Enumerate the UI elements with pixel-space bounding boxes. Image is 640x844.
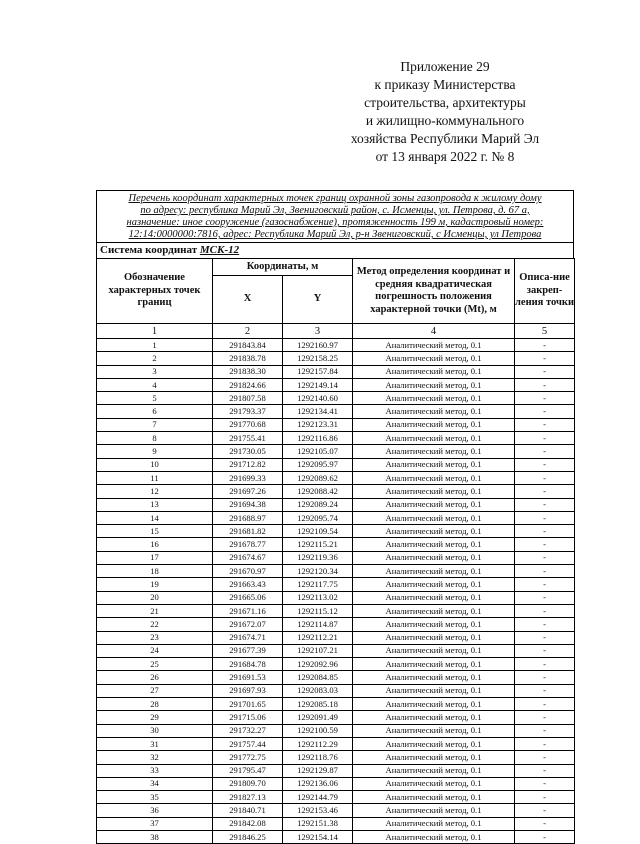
point-number: 28: [97, 698, 213, 711]
x-coordinate: 291842.08: [213, 817, 283, 830]
y-coordinate: 1292085.18: [283, 698, 353, 711]
point-number: 12: [97, 485, 213, 498]
y-coordinate: 1292154.14: [283, 830, 353, 843]
x-coordinate: 291665.06: [213, 591, 283, 604]
coordinates-sheet: [96, 190, 574, 844]
method: Аналитический метод, 0.1: [353, 618, 515, 631]
y-coordinate: 1292115.12: [283, 604, 353, 617]
y-coordinate: 1292100.59: [283, 724, 353, 737]
method: Аналитический метод, 0.1: [353, 418, 515, 431]
table-row: [97, 565, 575, 578]
point-description: -: [515, 392, 575, 405]
x-coordinate: 291688.97: [213, 511, 283, 524]
point-number: 30: [97, 724, 213, 737]
header-y: Y: [283, 276, 353, 324]
method: Аналитический метод, 0.1: [353, 777, 515, 790]
x-coordinate: 291694.38: [213, 498, 283, 511]
point-number: 27: [97, 684, 213, 697]
point-description: -: [515, 352, 575, 365]
method: Аналитический метод, 0.1: [353, 551, 515, 564]
appendix-line: строительства, архитектуры: [364, 95, 526, 110]
x-coordinate: 291699.33: [213, 471, 283, 484]
intro-line: 12:14:0000000:7816, адрес: Республика Марий Эл, р-н Звениговский, с Исменцы, ул Петрова: [128, 229, 542, 240]
table-row: [97, 445, 575, 458]
point-description: -: [515, 485, 575, 498]
y-coordinate: 1292092.96: [283, 658, 353, 671]
method: Аналитический метод, 0.1: [353, 817, 515, 830]
point-number: 37: [97, 817, 213, 830]
y-coordinate: 1292089.62: [283, 471, 353, 484]
y-coordinate: 1292105.07: [283, 445, 353, 458]
point-number: 32: [97, 751, 213, 764]
table-row: [97, 418, 575, 431]
y-coordinate: 1292115.21: [283, 538, 353, 551]
point-number: 8: [97, 432, 213, 445]
table-row: [97, 777, 575, 790]
x-coordinate: 291730.05: [213, 445, 283, 458]
point-number: 35: [97, 791, 213, 804]
y-coordinate: 1292113.02: [283, 591, 353, 604]
point-description: -: [515, 830, 575, 843]
y-coordinate: 1292153.46: [283, 804, 353, 817]
column-number: 1: [97, 324, 213, 339]
point-description: -: [515, 458, 575, 471]
method: Аналитический метод, 0.1: [353, 525, 515, 538]
point-number: 15: [97, 525, 213, 538]
coordinate-system-value: МСК-12: [199, 244, 240, 256]
table-row: [97, 737, 575, 750]
table-row: [97, 830, 575, 843]
x-coordinate: 291807.58: [213, 392, 283, 405]
x-coordinate: 291671.16: [213, 604, 283, 617]
point-number: 2: [97, 352, 213, 365]
point-description: -: [515, 445, 575, 458]
x-coordinate: 291838.78: [213, 352, 283, 365]
table-row: [97, 618, 575, 631]
y-coordinate: 1292129.87: [283, 764, 353, 777]
y-coordinate: 1292088.42: [283, 485, 353, 498]
point-number: 22: [97, 618, 213, 631]
method: Аналитический метод, 0.1: [353, 458, 515, 471]
method: Аналитический метод, 0.1: [353, 684, 515, 697]
point-description: -: [515, 538, 575, 551]
x-coordinate: 291701.65: [213, 698, 283, 711]
method: Аналитический метод, 0.1: [353, 511, 515, 524]
header-coordinates: Координаты, м: [213, 259, 353, 276]
y-coordinate: 1292160.97: [283, 339, 353, 352]
point-number: 5: [97, 392, 213, 405]
table-row: [97, 764, 575, 777]
point-description: -: [515, 658, 575, 671]
table-row: [97, 551, 575, 564]
table-row: [97, 631, 575, 644]
method: Аналитический метод, 0.1: [353, 339, 515, 352]
y-coordinate: 1292095.74: [283, 511, 353, 524]
table-body: [97, 324, 575, 844]
table-row: [97, 458, 575, 471]
point-number: 20: [97, 591, 213, 604]
x-coordinate: 291663.43: [213, 578, 283, 591]
intro-line: Перечень координат характерных точек границ охранной зоны газопровода к жилому дому: [128, 193, 542, 204]
y-coordinate: 1292089.24: [283, 498, 353, 511]
table-row: [97, 432, 575, 445]
x-coordinate: 291732.27: [213, 724, 283, 737]
table-row: [97, 405, 575, 418]
appendix-line: Приложение 29: [400, 59, 490, 74]
table-row: [97, 498, 575, 511]
method: Аналитический метод, 0.1: [353, 538, 515, 551]
x-coordinate: 291674.71: [213, 631, 283, 644]
point-description: -: [515, 711, 575, 724]
point-number: 36: [97, 804, 213, 817]
point-description: -: [515, 804, 575, 817]
table-row: [97, 392, 575, 405]
method: Аналитический метод, 0.1: [353, 631, 515, 644]
point-description: -: [515, 751, 575, 764]
point-description: -: [515, 698, 575, 711]
y-coordinate: 1292136.06: [283, 777, 353, 790]
point-description: -: [515, 671, 575, 684]
method: Аналитический метод, 0.1: [353, 498, 515, 511]
method: Аналитический метод, 0.1: [353, 764, 515, 777]
appendix-line: и жилищно-коммунального: [365, 113, 525, 128]
point-description: -: [515, 737, 575, 750]
y-coordinate: 1292112.29: [283, 737, 353, 750]
y-coordinate: 1292149.14: [283, 378, 353, 391]
method: Аналитический метод, 0.1: [353, 804, 515, 817]
point-number: 13: [97, 498, 213, 511]
table-row: [97, 578, 575, 591]
point-number: 3: [97, 365, 213, 378]
y-coordinate: 1292091.49: [283, 711, 353, 724]
point-description: -: [515, 791, 575, 804]
point-description: -: [515, 684, 575, 697]
method: Аналитический метод, 0.1: [353, 392, 515, 405]
point-number: 33: [97, 764, 213, 777]
method: Аналитический метод, 0.1: [353, 471, 515, 484]
point-number: 19: [97, 578, 213, 591]
point-number: 10: [97, 458, 213, 471]
x-coordinate: 291672.07: [213, 618, 283, 631]
point-description: -: [515, 578, 575, 591]
table-row: [97, 724, 575, 737]
point-number: 18: [97, 565, 213, 578]
point-description: -: [515, 764, 575, 777]
table-row: [97, 471, 575, 484]
point-description: -: [515, 498, 575, 511]
coordinate-system-label: Система координат: [100, 244, 198, 256]
method: Аналитический метод, 0.1: [353, 711, 515, 724]
table-row: [97, 658, 575, 671]
x-coordinate: 291681.82: [213, 525, 283, 538]
y-coordinate: 1292114.87: [283, 618, 353, 631]
table-row: [97, 525, 575, 538]
x-coordinate: 291840.71: [213, 804, 283, 817]
intro-text: [97, 191, 573, 242]
point-description: -: [515, 405, 575, 418]
header-x: X: [213, 276, 283, 324]
x-coordinate: 291715.06: [213, 711, 283, 724]
y-coordinate: 1292095.97: [283, 458, 353, 471]
method: Аналитический метод, 0.1: [353, 578, 515, 591]
table-row: [97, 804, 575, 817]
coordinate-system: [97, 242, 573, 258]
y-coordinate: 1292116.86: [283, 432, 353, 445]
appendix-line: к приказу Министерства: [374, 77, 516, 92]
y-coordinate: 1292117.75: [283, 578, 353, 591]
table-row: [97, 684, 575, 697]
appendix-line: от 13 января 2022 г. № 8: [375, 149, 515, 164]
x-coordinate: 291795.47: [213, 764, 283, 777]
y-coordinate: 1292120.34: [283, 565, 353, 578]
point-number: 31: [97, 737, 213, 750]
method: Аналитический метод, 0.1: [353, 365, 515, 378]
method: Аналитический метод, 0.1: [353, 658, 515, 671]
point-description: -: [515, 777, 575, 790]
table-row: [97, 711, 575, 724]
point-description: -: [515, 511, 575, 524]
column-number: 5: [515, 324, 575, 339]
point-description: -: [515, 339, 575, 352]
point-description: -: [515, 724, 575, 737]
y-coordinate: 1292118.76: [283, 751, 353, 764]
point-description: -: [515, 432, 575, 445]
x-coordinate: 291684.78: [213, 658, 283, 671]
x-coordinate: 291846.25: [213, 830, 283, 843]
method: Аналитический метод, 0.1: [353, 698, 515, 711]
point-description: -: [515, 378, 575, 391]
table-row: [97, 604, 575, 617]
y-coordinate: 1292084.85: [283, 671, 353, 684]
header-point: Обозначение характерных точек границ: [97, 259, 213, 324]
method: Аналитический метод, 0.1: [353, 604, 515, 617]
header-method: Метод определения координат и средняя квадратическая погрешность положения характерной точки (Mt), м: [353, 259, 515, 324]
x-coordinate: 291697.26: [213, 485, 283, 498]
point-description: -: [515, 644, 575, 657]
table-row: [97, 365, 575, 378]
x-coordinate: 291670.97: [213, 565, 283, 578]
table-row: [97, 698, 575, 711]
y-coordinate: 1292107.21: [283, 644, 353, 657]
point-number: 29: [97, 711, 213, 724]
point-description: -: [515, 631, 575, 644]
x-coordinate: 291691.53: [213, 671, 283, 684]
method: Аналитический метод, 0.1: [353, 378, 515, 391]
point-description: -: [515, 525, 575, 538]
point-number: 26: [97, 671, 213, 684]
point-number: 34: [97, 777, 213, 790]
point-number: 11: [97, 471, 213, 484]
point-description: -: [515, 565, 575, 578]
appendix-line: хозяйства Республики Марий Эл: [350, 131, 540, 146]
point-number: 38: [97, 830, 213, 843]
y-coordinate: 1292140.60: [283, 392, 353, 405]
point-number: 17: [97, 551, 213, 564]
point-number: 24: [97, 644, 213, 657]
method: Аналитический метод, 0.1: [353, 591, 515, 604]
table-row: [97, 817, 575, 830]
x-coordinate: 291755.41: [213, 432, 283, 445]
point-number: 16: [97, 538, 213, 551]
table-row: [97, 671, 575, 684]
x-coordinate: 291770.68: [213, 418, 283, 431]
point-description: -: [515, 471, 575, 484]
x-coordinate: 291712.82: [213, 458, 283, 471]
y-coordinate: 1292112.21: [283, 631, 353, 644]
method: Аналитический метод, 0.1: [353, 791, 515, 804]
method: Аналитический метод, 0.1: [353, 485, 515, 498]
point-description: -: [515, 365, 575, 378]
table-row: [97, 791, 575, 804]
method: Аналитический метод, 0.1: [353, 565, 515, 578]
point-number: 7: [97, 418, 213, 431]
table-row: [97, 751, 575, 764]
x-coordinate: 291824.66: [213, 378, 283, 391]
point-number: 21: [97, 604, 213, 617]
x-coordinate: 291674.67: [213, 551, 283, 564]
x-coordinate: 291793.37: [213, 405, 283, 418]
method: Аналитический метод, 0.1: [353, 405, 515, 418]
method: Аналитический метод, 0.1: [353, 352, 515, 365]
method: Аналитический метод, 0.1: [353, 724, 515, 737]
point-description: -: [515, 604, 575, 617]
appendix-header: [320, 58, 570, 166]
method: Аналитический метод, 0.1: [353, 737, 515, 750]
coordinates-table: [96, 258, 575, 844]
method: Аналитический метод, 0.1: [353, 830, 515, 843]
y-coordinate: 1292134.41: [283, 405, 353, 418]
point-number: 25: [97, 658, 213, 671]
point-description: -: [515, 591, 575, 604]
point-number: 1: [97, 339, 213, 352]
table-row: [97, 538, 575, 551]
table-row: [97, 591, 575, 604]
y-coordinate: 1292119.36: [283, 551, 353, 564]
column-number-row: [97, 324, 575, 339]
y-coordinate: 1292151.38: [283, 817, 353, 830]
y-coordinate: 1292158.25: [283, 352, 353, 365]
table-row: [97, 511, 575, 524]
sheet-frame: [96, 190, 574, 258]
method: Аналитический метод, 0.1: [353, 432, 515, 445]
method: Аналитический метод, 0.1: [353, 671, 515, 684]
x-coordinate: 291678.77: [213, 538, 283, 551]
y-coordinate: 1292144.79: [283, 791, 353, 804]
x-coordinate: 291757.44: [213, 737, 283, 750]
table-row: [97, 352, 575, 365]
x-coordinate: 291697.93: [213, 684, 283, 697]
x-coordinate: 291838.30: [213, 365, 283, 378]
table-row: [97, 644, 575, 657]
column-number: 4: [353, 324, 515, 339]
intro-line: назначение: иное сооружение (газоснабжение), протяженность 199 м, кадастровый номер:: [126, 217, 544, 228]
method: Аналитический метод, 0.1: [353, 445, 515, 458]
table-row: [97, 378, 575, 391]
point-number: 9: [97, 445, 213, 458]
method: Аналитический метод, 0.1: [353, 751, 515, 764]
table-row: [97, 339, 575, 352]
y-coordinate: 1292123.31: [283, 418, 353, 431]
x-coordinate: 291827.13: [213, 791, 283, 804]
point-number: 14: [97, 511, 213, 524]
table-row: [97, 485, 575, 498]
y-coordinate: 1292083.03: [283, 684, 353, 697]
x-coordinate: 291677.39: [213, 644, 283, 657]
point-description: -: [515, 817, 575, 830]
y-coordinate: 1292109.54: [283, 525, 353, 538]
intro-line: по адресу: республика Марий Эл, Звениговский район, с. Исменцы, ул. Петрова, д. 67 а,: [140, 205, 530, 216]
x-coordinate: 291843.84: [213, 339, 283, 352]
column-number: 3: [283, 324, 353, 339]
column-number: 2: [213, 324, 283, 339]
point-description: -: [515, 418, 575, 431]
point-number: 6: [97, 405, 213, 418]
x-coordinate: 291772.75: [213, 751, 283, 764]
point-number: 23: [97, 631, 213, 644]
point-description: -: [515, 618, 575, 631]
method: Аналитический метод, 0.1: [353, 644, 515, 657]
point-description: -: [515, 551, 575, 564]
point-number: 4: [97, 378, 213, 391]
y-coordinate: 1292157.84: [283, 365, 353, 378]
x-coordinate: 291809.70: [213, 777, 283, 790]
header-description: Описа-ние закреп-ления точки: [515, 259, 575, 324]
